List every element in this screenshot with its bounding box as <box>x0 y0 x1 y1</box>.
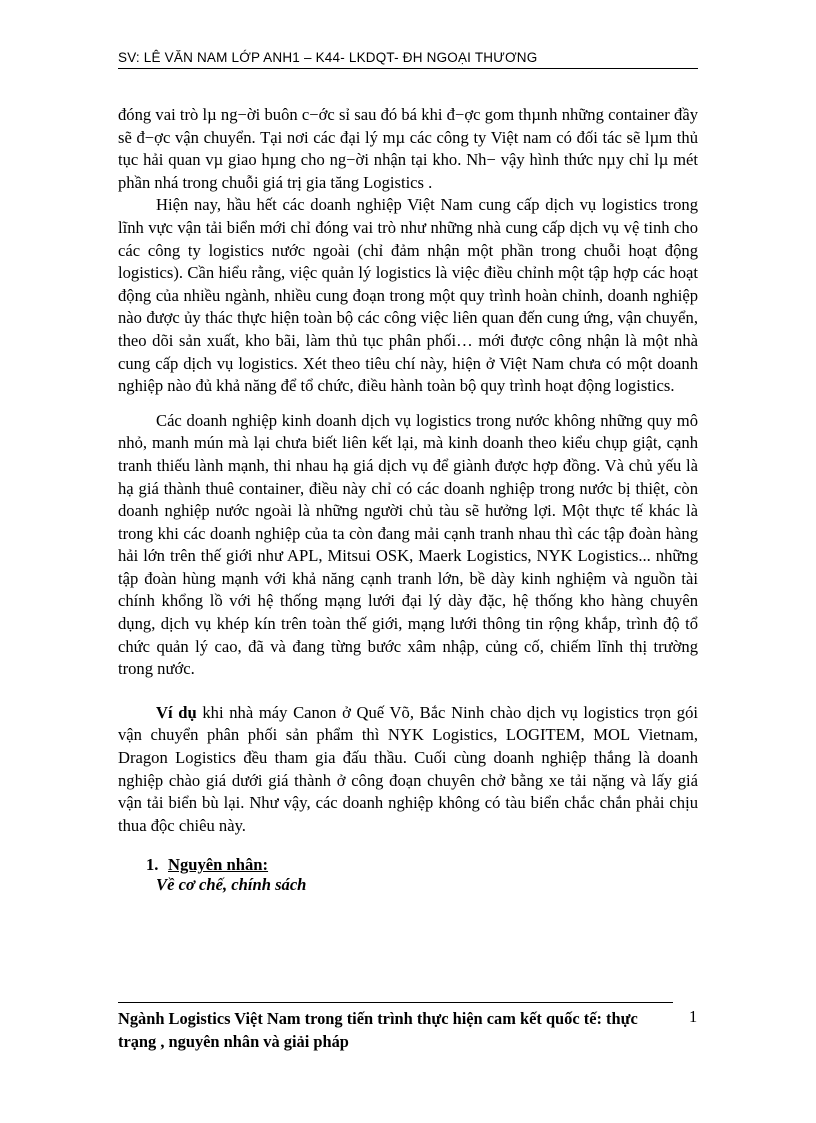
page-header: SV: LÊ VĂN NAM LỚP ANH1 – K44- LKDQT- ĐH NGOẠI THƯƠNG <box>118 50 698 69</box>
section-subtitle: Về cơ chế, chính sách <box>156 875 307 895</box>
paragraph-3: Các doanh nghiệp kinh doanh dịch vụ logistics trong nước không những quy mô nhỏ, manh mún mà lại chưa biết liên kết lại, mà kinh doanh theo kiểu chụp giật, cạnh tranh thiếu lành mạnh, thi nhau hạ giá dịch vụ để giành được hợp đồng. Và chủ yếu là hạ giá thành thuê container, điều này chỉ có các doanh nghiệp trong nước bị thiệt, còn doanh nghiệp nước ngoài là những người chủ tàu sẽ hưởng lợi. Một thực tế khác là trong khi các doanh nghiệp của ta còn đang mải cạnh tranh nhau thì các tập đoàn hàng hải lớn trên thế giới như APL, Mitsui OSK, Maerk Logistics, NYK Logistics... những tập đoàn hùng mạnh với khả năng cạnh tranh lớn, bề dày kinh nghiệm và nguồn tài chính khổng lồ với hệ thống mạng lưới đại lý dày đặc, hệ thống kho hàng chuyên dụng, dịch vụ khép kín trên toàn thế giới, mạng lưới thông tin rộng khắp, trình độ tổ chức quản lý cao, đã và đang từng bước xâm nhập, củng cố, chiếm lĩnh thị trường trong nước. <box>118 410 698 679</box>
footer-title: Ngành Logistics Việt Nam trong tiến trình thực hiện cam kết quốc tế: thực trạng , nguyên nhân và giải pháp <box>118 1009 638 1051</box>
document-body <box>118 104 698 895</box>
paragraph-4-text: khi nhà máy Canon ở Quế Võ, Bắc Ninh chào dịch vụ logistics trọn gói vận chuyển phân phối sản phẩm thì NYK Logistics, LOGITEM, MOL Vietnam, Dragon Logistics đều tham gia đấu thầu. Cuối cùng doanh nghiệp thắng là doanh nghiệp chào giá dưới giá thành ở công đoạn chuyên chở bằng xe tải nặng và lấy giá vận tải biển bù lại. Như vậy, các doanh nghiệp không có tàu biển chắc chắn phải chịu thua độc chiêu này. <box>118 702 698 835</box>
page-number: 1 <box>689 1007 698 1026</box>
paragraph-1: đóng vai trò lµ ng−ời buôn c−ớc sỉ sau đó bá khi đ−ợc gom thµnh những container đầy sẽ đ−ợc vận chuyển. Tại nơi các đại lý mµ các công ty Việt nam có đối tác sẽ lµm thủ tục hải quan vµ giao hµng cho ng−ời nhận tại kho. Nh− vậy hình thức nµy chỉ lµ mét phần nhá trong chuỗi giá trị gia tăng Logistics . <box>118 105 698 192</box>
section-heading <box>146 855 698 875</box>
example-label: Ví dụ <box>156 702 197 722</box>
section-title: Nguyên nhân: <box>168 855 269 875</box>
paragraph-4 <box>118 702 698 838</box>
paragraph-2: Hiện nay, hầu hết các doanh nghiệp Việt Nam cung cấp dịch vụ logistics trong lĩnh vực vận tải biển mới chỉ đóng vai trò như những nhà cung cấp dịch vụ vệ tinh cho các công ty logistics nước ngoài (chỉ đảm nhận một phần trong chuỗi hoạt động logistics). Cần hiểu rằng, việc quản lý logistics là việc điều chỉnh một tập hợp các hoạt động của nhiều ngành, nhiều cung đoạn trong một quy trình hoàn chỉnh, doanh nghiệp nào được ủy thác thực hiện toàn bộ các công việc liên quan đến cung ứng, vận chuyển, theo dõi sản xuất, kho bãi, làm thủ tục phân phối… mới được công nhận là một nhà cung cấp dịch vụ logistics. Xét theo tiêu chí này, hiện ở Việt Nam chưa có một doanh nghiệp nào đủ khả năng để tổ chức, điều hành toàn bộ quy trình hoạt động logistics. <box>118 195 698 396</box>
footer-divider <box>118 1002 673 1003</box>
section-number: 1. <box>146 855 159 875</box>
